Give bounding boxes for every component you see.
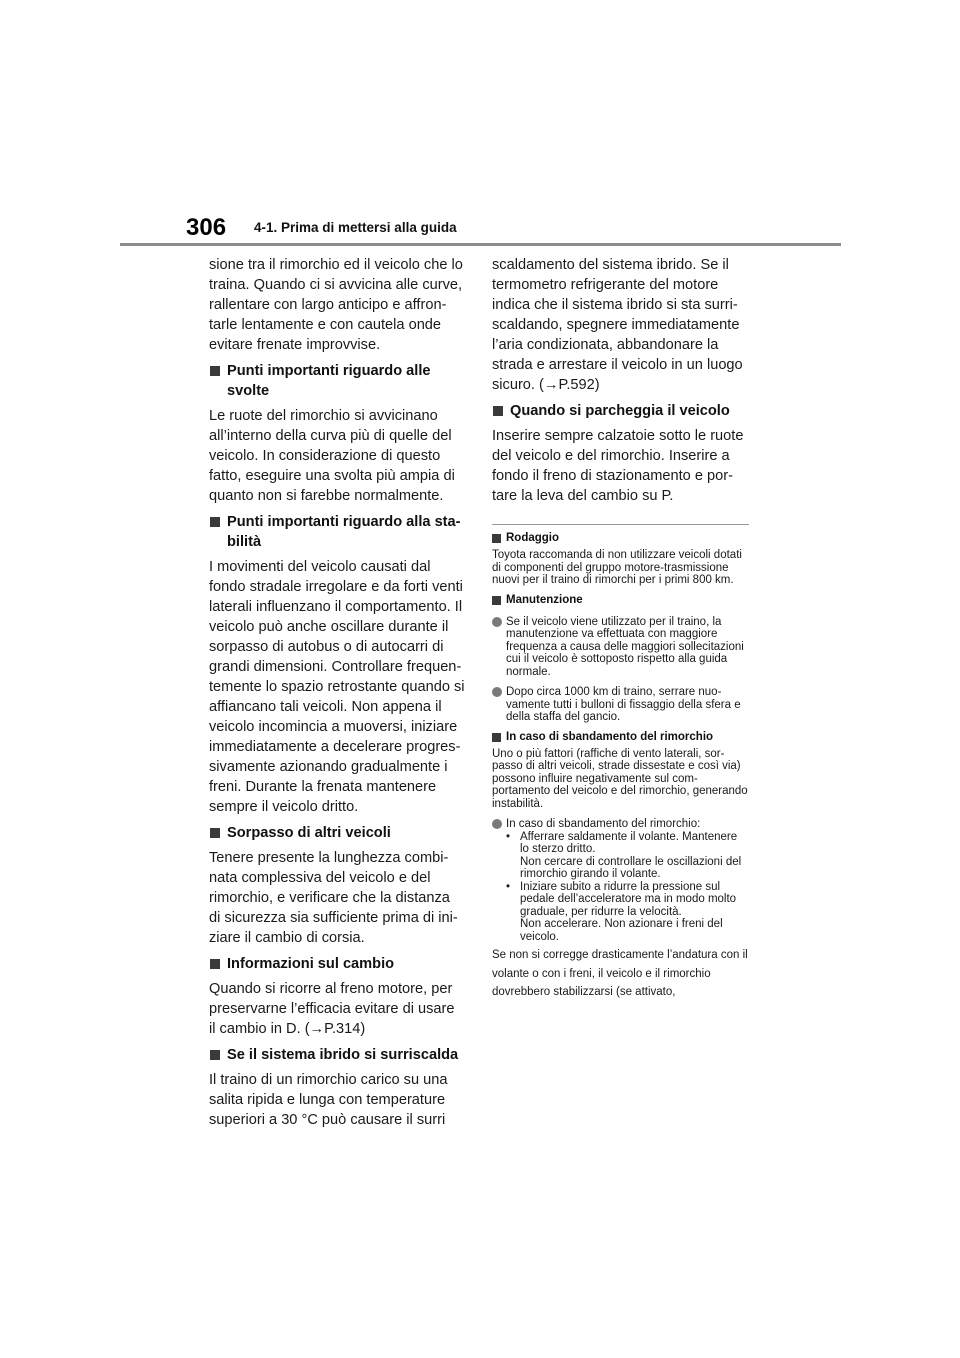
paragraph: Quando si ricorre al freno motore, per preservarne l’efficacia evitare di usare il cambio in D. (→P.314) xyxy=(209,981,455,1037)
circle-bullet-icon xyxy=(492,617,502,627)
note-heading: In caso di sbandamento del rimorchio xyxy=(492,730,748,745)
section-heading: Punti importanti riguardo alle svolte xyxy=(209,361,465,401)
paragraph: Le ruote del rimorchio si avvicinano all’interno della curva più di quelle del veicolo. In considerazione di questo fatto, eseguire una svolta più ampia di quanto non si farebbe normalmente. xyxy=(209,408,455,504)
list-item: In caso di sbandamento del rimorchio: • Afferrare saldamente il volante. Mantenere lo sterzo dritto. Non cercare di controllare le oscillazioni del rimorchio girando il volante. • Iniziare subito a ridurre la pressione sul pedale dell’acceleratore ma in modo molto graduale, per ridurre la velocità. Non accelerare. Non azionare i freni del veicolo. xyxy=(492,818,748,943)
paragraph: Il traino di un rimorchio carico su una salita ripida e lunga con temperature superiori a 30 °C può causare il surri xyxy=(209,1072,448,1128)
section-heading: Informazioni sul cambio xyxy=(209,954,465,974)
section-title: 4-1. Prima di mettersi alla guida xyxy=(254,220,457,235)
section-heading: Quando si parcheggia il veicolo xyxy=(492,401,748,421)
square-bullet-icon xyxy=(210,959,220,969)
list-item: Dopo circa 1000 km di traino, serrare nuovamente tutti i bulloni di fissaggio della sfera e della staffa del gancio. xyxy=(492,686,748,724)
note-heading: Manutenzione xyxy=(492,593,748,608)
square-bullet-icon xyxy=(492,733,501,742)
note-text: Se non si corregge drasticamente l’andatura con il volante o con i freni, il veicolo e il rimorchio dovrebbero stabilizzarsi (se attivato, xyxy=(492,949,748,998)
square-bullet-icon xyxy=(492,534,501,543)
section-heading: Se il sistema ibrido si surriscalda xyxy=(209,1045,465,1065)
header-divider xyxy=(120,243,841,246)
paragraph: Tenere presente la lunghezza combinata complessiva del veicolo e del rimorchio, e verificare che la distanza di sicurezza sia sufficiente prima di iniziare il cambio di corsia. xyxy=(209,850,458,946)
paragraph: Inserire sempre calzatoie sotto le ruote del veicolo e del rimorchio. Inserire a fondo il freno di stazionamento e portare la leva del cambio su P. xyxy=(492,428,744,504)
square-bullet-icon xyxy=(210,1050,220,1060)
paragraph: I movimenti del veicolo causati dal fondo stradale irregolare e da forti venti laterali influenzano il comportamento. Il veicolo può anche oscillare durante il sorpasso di autobus o di autocarri di grandi dimensioni. Controllare frequentemente lo spazio retrostante quando si affiancano tali veicoli. Non appena il veicolo incomincia a muoversi, iniziare immediatamente a decelerare progressivamente azionando gradualmente i freni. Durante la frenata mantenere sempre il veicolo dritto. xyxy=(209,559,465,815)
square-bullet-icon xyxy=(210,366,220,376)
left-column xyxy=(209,255,465,1130)
right-column xyxy=(492,255,748,1002)
list-item: Se il veicolo viene utilizzato per il traino, la manutenzione va effettuata con maggiore frequenza a causa delle maggiori sollecitazioni cui il veicolo è sottoposto rispetto alla guida normale. xyxy=(492,616,748,679)
circle-bullet-icon xyxy=(492,687,502,697)
note-text: Toyota raccomanda di non utilizzare veicoli dotati di componenti del gruppo motore-trasmissione nuovi per il traino di rimorchi per i primi 800 km. xyxy=(492,549,742,586)
circle-bullet-icon xyxy=(492,819,502,829)
square-bullet-icon xyxy=(492,596,501,605)
sub-list-continuation: Non accelerare. Non azionare i freni del veicolo. xyxy=(520,918,723,943)
paragraph: scaldamento del sistema ibrido. Se il termometro refrigerante del motore indica che il sistema ibrido si sta surriscaldando, spegnere immediatamente l’aria condizionata, abbandonare la strada e arrestare il veicolo in un luogo sicuro. (→P.592) xyxy=(492,257,743,393)
section-heading: Punti importanti riguardo alla stabilità xyxy=(209,512,465,552)
note-text: Uno o più fattori (raffiche di vento laterali, sorpasso di altri veicoli, strade dissestate e così via) possono influire negativamente sul comportamento del veicolo e del rimorchio, generando instabilità. xyxy=(492,747,748,810)
sub-list-continuation: Non cercare di controllare le oscillazioni del rimorchio girando il volante. xyxy=(520,855,742,880)
notes-divider xyxy=(492,524,749,525)
sub-list-item: • Iniziare subito a ridurre la pressione sul pedale dell’acceleratore ma in modo molto graduale, per ridurre la velocità. xyxy=(506,880,737,918)
sub-list-item: • Afferrare saldamente il volante. Mantenere lo sterzo dritto. xyxy=(506,830,738,855)
square-bullet-icon xyxy=(210,517,220,527)
page-number: 306 xyxy=(186,214,227,241)
section-heading: Sorpasso di altri veicoli xyxy=(209,823,465,843)
square-bullet-icon xyxy=(493,406,503,416)
square-bullet-icon xyxy=(210,828,220,838)
note-heading: Rodaggio xyxy=(492,531,748,546)
paragraph: sione tra il rimorchio ed il veicolo che lo traina. Quando ci si avvicina alle curve, rallentare con largo anticipo e affrontarle lentamente e con cautela onde evitare frenate improvvise. xyxy=(209,257,463,353)
